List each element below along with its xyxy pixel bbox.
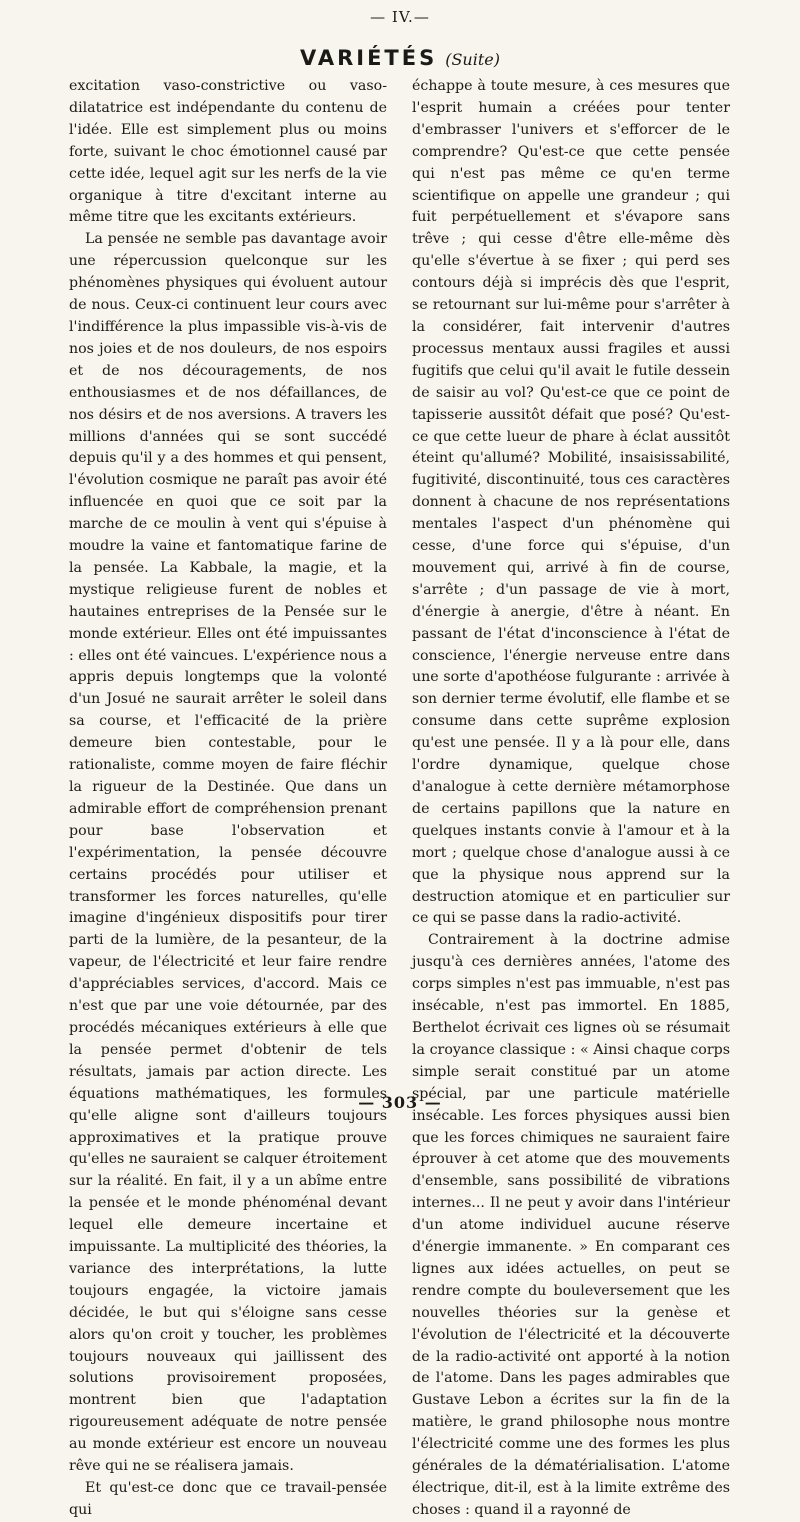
- section-title: VARIÉTÉS: [300, 46, 438, 70]
- right-column: [412, 76, 730, 1522]
- section-heading: [0, 46, 800, 70]
- section-subtitle: (Suite): [445, 50, 500, 69]
- paragraph: Et qu'est-ce donc que ce travail-pensée qui: [69, 1480, 387, 1518]
- paragraph: échappe à toute mesure, à ces mesures que l'esprit humain a créées pour tenter d'embrasser l'univers et s'efforcer de le comprendre? Qu'est-ce que cette pensée qui n'est pas même ce qu'en terme scientifique on appelle une grandeur ; qui fuit perpétuellement et s'évapore sans trêve ; qui cesse d'être elle-même dès qu'elle s'évertue à se fixer ; qui perd ses contours déjà si imprécis dès que l'esprit, se retournant sur lui-même pour s'arrêter à la considérer, fait intervenir d'autres processus mentaux aussi fragiles et aussi fugitifs que celui qu'il avait le futile dessein de saisir au vol? Qu'est-ce que ce point de tapisserie aussitôt défait que posé? Qu'est-ce que cette lueur de phare à éclat aussitôt éteint qu'allumé? Mobilité, insaisissabilité, fugitivité, discontinuité, tous ces caractères donnent à chacune de nos représentations mentales l'aspect d'un phénomène qui cesse, d'une force qui s'épuise, d'un mouvement qui, arrivé à fin de course, s'arrête ; d'un passage de vie à mort, d'énergie à anergie, d'être à néant. En passant de l'état d'inconscience à l'état de conscience, l'énergie nerveuse entre dans une sorte d'apothéose fulgurante : arrivée à son dernier terme évolutif, elle flambe et se consume dans cette suprême explosion qu'est une pensée. Il y a là pour elle, dans l'ordre dynamique, quelque chose d'analogue à cette dernière métamorphose de certains papillons que la nature en quelques instants convie à l'amour et à la mort ; quelque chose d'analogue aussi à ce que la physique nous apprend sur la destruction atomique et en particulier sur ce qui se passe dans la radio-activité.: [412, 78, 730, 927]
- left-column: [69, 76, 387, 1522]
- paragraph: La pensée ne semble pas davantage avoir une répercussion quelconque sur les phénomènes physiques qui évoluent autour de nous. Ceux-ci continuent leur cours avec l'indifférence la plus impassible vis-à-vis de nos joies et de nos douleurs, de nos espoirs et de nos découragements, de nos enthousiasmes et de nos défaillances, de nos désirs et de nos aversions. A travers les millions d'années qui se sont succédé depuis qu'il y a des hommes et qui pensent, l'évolution cosmique ne paraît pas avoir été influencée en quoi que ce soit par la marche de ce moulin à vent qui s'épuise à moudre la vaine et fantomatique farine de la pensée. La Kabbale, la magie, et la mystique religieuse furent de nobles et hautaines entreprises de la Pensée sur le monde extérieur. Elles ont été impuissantes : elles ont été vaincues. L'expérience nous a appris depuis longtemps que la volonté d'un Josué ne saurait arrêter le soleil dans sa course, et l'efficacité de la prière demeure bien contestable, pour le rationaliste, comme moyen de faire fléchir la rigueur de la Destinée. Que dans un admirable effort de compréhension prenant pour base l'observation et l'expérimentation, la pensée découvre certains procédés pour utiliser et transformer les forces naturelles, qu'elle imagine d'ingénieux dispositifs pour tirer parti de la lumière, de la pesanteur, de la vapeur, de l'électricité et leur faire rendre d'appréciables services, d'accord. Mais ce n'est que par une voie détournée, par des procédés mécaniques extérieurs à elle que la pensée permet d'obtenir de tels résultats, jamais par action directe. Les équations mathématiques, les formules qu'elle aligne sont d'ailleurs toujours approximatives et la pratique prouve qu'elles ne sauraient se calquer étroitement sur la réalité. En fait, il y a un abîme entre la pensée et le monde phénoménal devant lequel elle demeure incertaine et impuissante. La multiplicité des théories, la variance des interprétations, la lutte toujours engagée, la victoire jamais décidée, le but qui s'éloigne sans cesse alors qu'on croit y toucher, les problèmes toujours nouveaux qui jaillissent des solutions provisoirement proposées, montrent bien que l'adaptation rigoureusement adéquate de notre pensée au monde extérieur est encore un nouveau rêve qui ne se réalisera jamais.: [69, 231, 387, 1475]
- page-number: — 303 —: [358, 1093, 442, 1112]
- paragraph: excitation vaso-constrictive ou vaso-dilatatrice est indépendante du contenu de l'idée. Elle est simplement plus ou moins forte, suivant le choc émotionnel causé par cette idée, lequel agit sur les nerfs de la vie organique à titre d'excitant interne au même titre que les excitants extérieurs.: [69, 78, 387, 226]
- paragraph: Contrairement à la doctrine admise jusqu'à ces dernières années, l'atome des corps simples n'est pas immuable, n'est pas insécable, n'est pas immortel. En 1885, Berthelot écrivait ces lignes où se résumait la croyance classique : « Ainsi chaque corps simple serait constitué par un atome spécial, par une particule matérielle insécable. Les forces physiques aussi bien que les forces chimiques ne sauraient faire éprouver à cet atome que des mouvements d'ensemble, sans possibilité de vibrations internes... Il ne peut y avoir dans l'intérieur d'un atome individuel aucune réserve d'énergie immanente. » En comparant ces lignes aux idées actuelles, on peut se rendre compte du bouleversement que les nouvelles théories sur la genèse et l'évolution de l'électricité et la découverte de la radio-activité ont apporté à la notion de l'atome. Dans les pages admirables que Gustave Lebon a écrites sur la fin de la matière, le grand philosophe nous montre l'électricité comme une des formes les plus générales de la dématérialisation. L'atome électrique, dit-il, est à la limite extrême des choses : quand il a rayonné de: [412, 932, 730, 1518]
- page-roman-numeral: — IV.—: [370, 8, 430, 26]
